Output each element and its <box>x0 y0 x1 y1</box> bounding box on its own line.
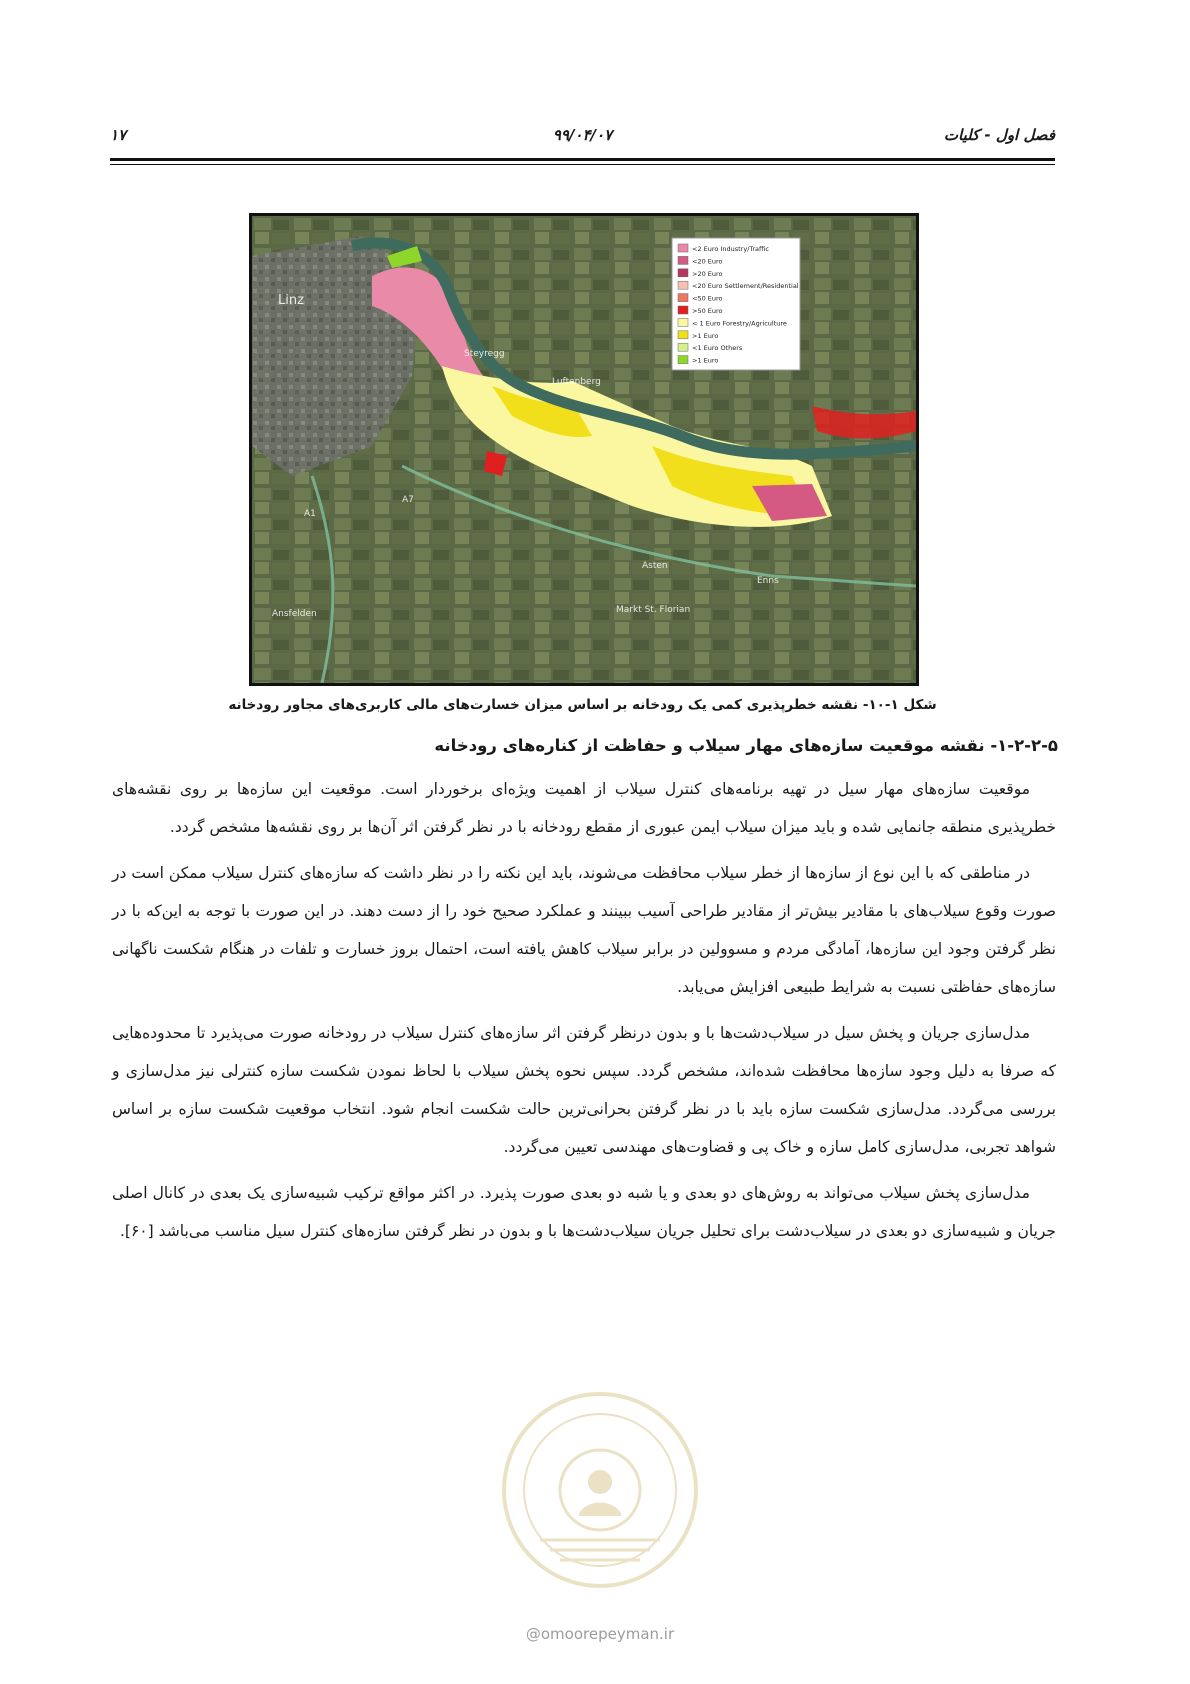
section-heading: ۱-۲-۲-۵- نقشه موقعیت سازه‌های مهار سیلاب و حفاظت از کناره‌های رودخانه <box>434 736 1058 755</box>
page-number: ۱۷ <box>110 126 127 144</box>
place-label: Ansfelden <box>272 609 317 619</box>
flood-risk-map <box>249 213 919 686</box>
legend-label: >50 Euro <box>692 307 723 315</box>
legend-label: < 1 Euro Forestry/Agriculture <box>692 319 787 328</box>
legend-label: <1 Euro Others <box>692 344 743 353</box>
legend-label: >1 Euro <box>692 331 719 340</box>
paragraph: مدل‌سازی جریان و پخش سیل در سیلاب‌دشت‌ها با و بدون درنظر گرفتن اثر سازه‌های کنترل سیلاب در رودخانه صورت می‌پذیرد تا محدوده‌هایی که صرفا به دلیل وجود سازه‌ها محافظت شده‌اند، مشخص گردد. سپس نحوه پخش سیلاب با لحاظ نمودن شکست سازه کنترلی نیز مدل‌سازی و بررسی می‌گردد. مدل‌سازی شکست سازه باید با در نظر گرفتن بحرانی‌ترین حالت شکست انجام شود. انتخاب موقعیت شکست سازه بر اساس شواهد تجربی، مدل‌سازی کامل سازه و خاک پی و قضاوت‌های مهندسی تعیین می‌گردد. <box>112 1024 1056 1156</box>
legend-label: <20 Euro Settlement/Residential <box>692 282 799 291</box>
chapter-title: فصل اول - کلیات <box>943 126 1055 144</box>
legend-swatch <box>678 256 688 264</box>
map-canvas <box>252 216 916 683</box>
body-text <box>112 770 1056 1258</box>
place-label: Asten <box>642 561 668 571</box>
header-rule-thick <box>110 158 1055 161</box>
place-label: A7 <box>402 495 414 505</box>
place-label: Luftenberg <box>552 377 601 387</box>
place-label: A1 <box>304 509 316 519</box>
legend-swatch <box>678 244 688 252</box>
place-label: Markt St. Florian <box>616 605 691 615</box>
paragraph: در مناطقی که با این نوع از سازه‌ها از خطر سیلاب محافظت می‌شوند، باید این نکته را در نظر داشت که سازه‌های کنترل سیلاب ممکن است در صورت وقوع سیلاب‌های با مقادیر بیش‌تر از مقادیر طراحی آسیب ببینند و عملکرد صحیح خود را از دست دهند. در این صورت با توجه به این‌که با در نظر گرفتن وجود این سازه‌ها، آمادگی مردم و مسوولین در برابر سیلاب کاهش یافته است، احتمال بروز خسارت و تلفات در هنگام شکست ناگهانی سازه‌های حفاظتی نسبت به شرایط طبیعی افزایش می‌یابد. <box>112 864 1056 996</box>
legend-swatch <box>678 294 688 302</box>
legend-label: <20 Euro <box>692 257 723 266</box>
legend-label: >20 Euro <box>692 269 723 278</box>
legend-swatch <box>678 306 688 314</box>
legend-swatch <box>678 269 688 277</box>
header-date: ۹۹/۰۴/۰۷ <box>552 126 613 144</box>
watermark-seal <box>500 1390 700 1590</box>
legend-label: >1 Euro <box>692 356 719 365</box>
legend-swatch <box>678 281 688 289</box>
legend-label: <2 Euro Industry/Traffic <box>692 245 769 253</box>
paragraph: مدل‌سازی پخش سیلاب می‌تواند به روش‌های دو بعدی و یا شبه دو بعدی صورت پذیرد. در اکثر مواقع ترکیب شبیه‌سازی یک بعدی در کانال اصلی جریان و شبیه‌سازی دو بعدی در سیلاب‌دشت برای تحلیل جریان سیلاب‌دشت‌ها با و بدون در نظر گرفتن سازه‌های کنترل سیل مناسب می‌باشد [۶۰]. <box>112 1184 1056 1240</box>
map-legend <box>672 238 800 370</box>
paragraph: موقعیت سازه‌های مهار سیل در تهیه برنامه‌های کنترل سیلاب از اهمیت ویژه‌ای برخوردار است. موقعیت این سازه‌ها بر روی نقشه‌های خطرپذیری منطقه جانمایی شده و باید میزان سیلاب ایمن عبوری از مقطع رودخانه با در نظر گرفتن اثر آن‌ها بر روی نقشه‌ها مشخص گردد. <box>112 780 1056 836</box>
place-label: Enns <box>757 576 779 586</box>
legend-swatch <box>678 331 688 339</box>
place-label: Linz <box>278 293 304 308</box>
legend-swatch <box>678 343 688 351</box>
legend-swatch <box>678 356 688 364</box>
legend-swatch <box>678 318 688 326</box>
watermark-url: @omoorepeyman.ir <box>525 1625 675 1643</box>
place-label: Steyregg <box>464 349 505 359</box>
page-header <box>110 126 1055 148</box>
figure-caption: شکل ۱-۱۰- نقشه خطرپذیری کمی یک رودخانه بر اساس میزان خسارت‌های مالی کاربری‌های مجاور رودخانه <box>228 697 937 713</box>
legend-label: <50 Euro <box>692 294 723 303</box>
header-rule-thin <box>110 164 1055 165</box>
